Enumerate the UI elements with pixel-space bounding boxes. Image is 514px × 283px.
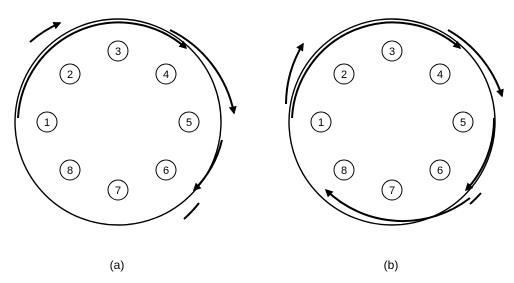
node-label: 1	[317, 117, 325, 129]
node-group	[311, 41, 473, 200]
node-1	[37, 112, 57, 132]
node-2	[60, 64, 80, 84]
node-label: 3	[114, 46, 122, 58]
node-label: 2	[66, 69, 74, 81]
node-7	[108, 180, 128, 200]
node-label: 4	[436, 69, 444, 81]
node-7	[382, 180, 402, 200]
node-label: 6	[436, 165, 444, 177]
node-label: 2	[340, 69, 348, 81]
node-label: 4	[162, 69, 170, 81]
node-label: 3	[388, 46, 396, 58]
node-label: 7	[114, 185, 122, 197]
node-label: 8	[340, 165, 348, 177]
node-label: 7	[388, 185, 396, 197]
node-label: 5	[185, 117, 193, 129]
node-4	[156, 64, 176, 84]
node-6	[430, 160, 450, 180]
node-label: 5	[459, 117, 467, 129]
node-label: 8	[66, 165, 74, 177]
node-4	[430, 64, 450, 84]
node-8	[334, 160, 354, 180]
arrow-arc-bottom-stub	[470, 193, 481, 204]
diagram-a	[15, 19, 234, 225]
node-5	[179, 112, 199, 132]
node-3	[382, 41, 402, 61]
node-2	[334, 64, 354, 84]
caption-b: (b)	[383, 258, 399, 272]
arrow-arc-outer-top-left	[30, 23, 60, 42]
node-label: 1	[43, 117, 51, 129]
node-label: 6	[162, 165, 170, 177]
diagram-b	[286, 19, 502, 225]
node-3	[108, 41, 128, 61]
node-6	[156, 160, 176, 180]
caption-a: (a)	[109, 258, 125, 272]
arrow-arc-outer-right	[448, 30, 502, 96]
node-8	[60, 160, 80, 180]
arrow-arc-bottom-stub	[184, 203, 199, 219]
node-group	[37, 41, 199, 200]
node-1	[311, 112, 331, 132]
node-5	[453, 112, 473, 132]
